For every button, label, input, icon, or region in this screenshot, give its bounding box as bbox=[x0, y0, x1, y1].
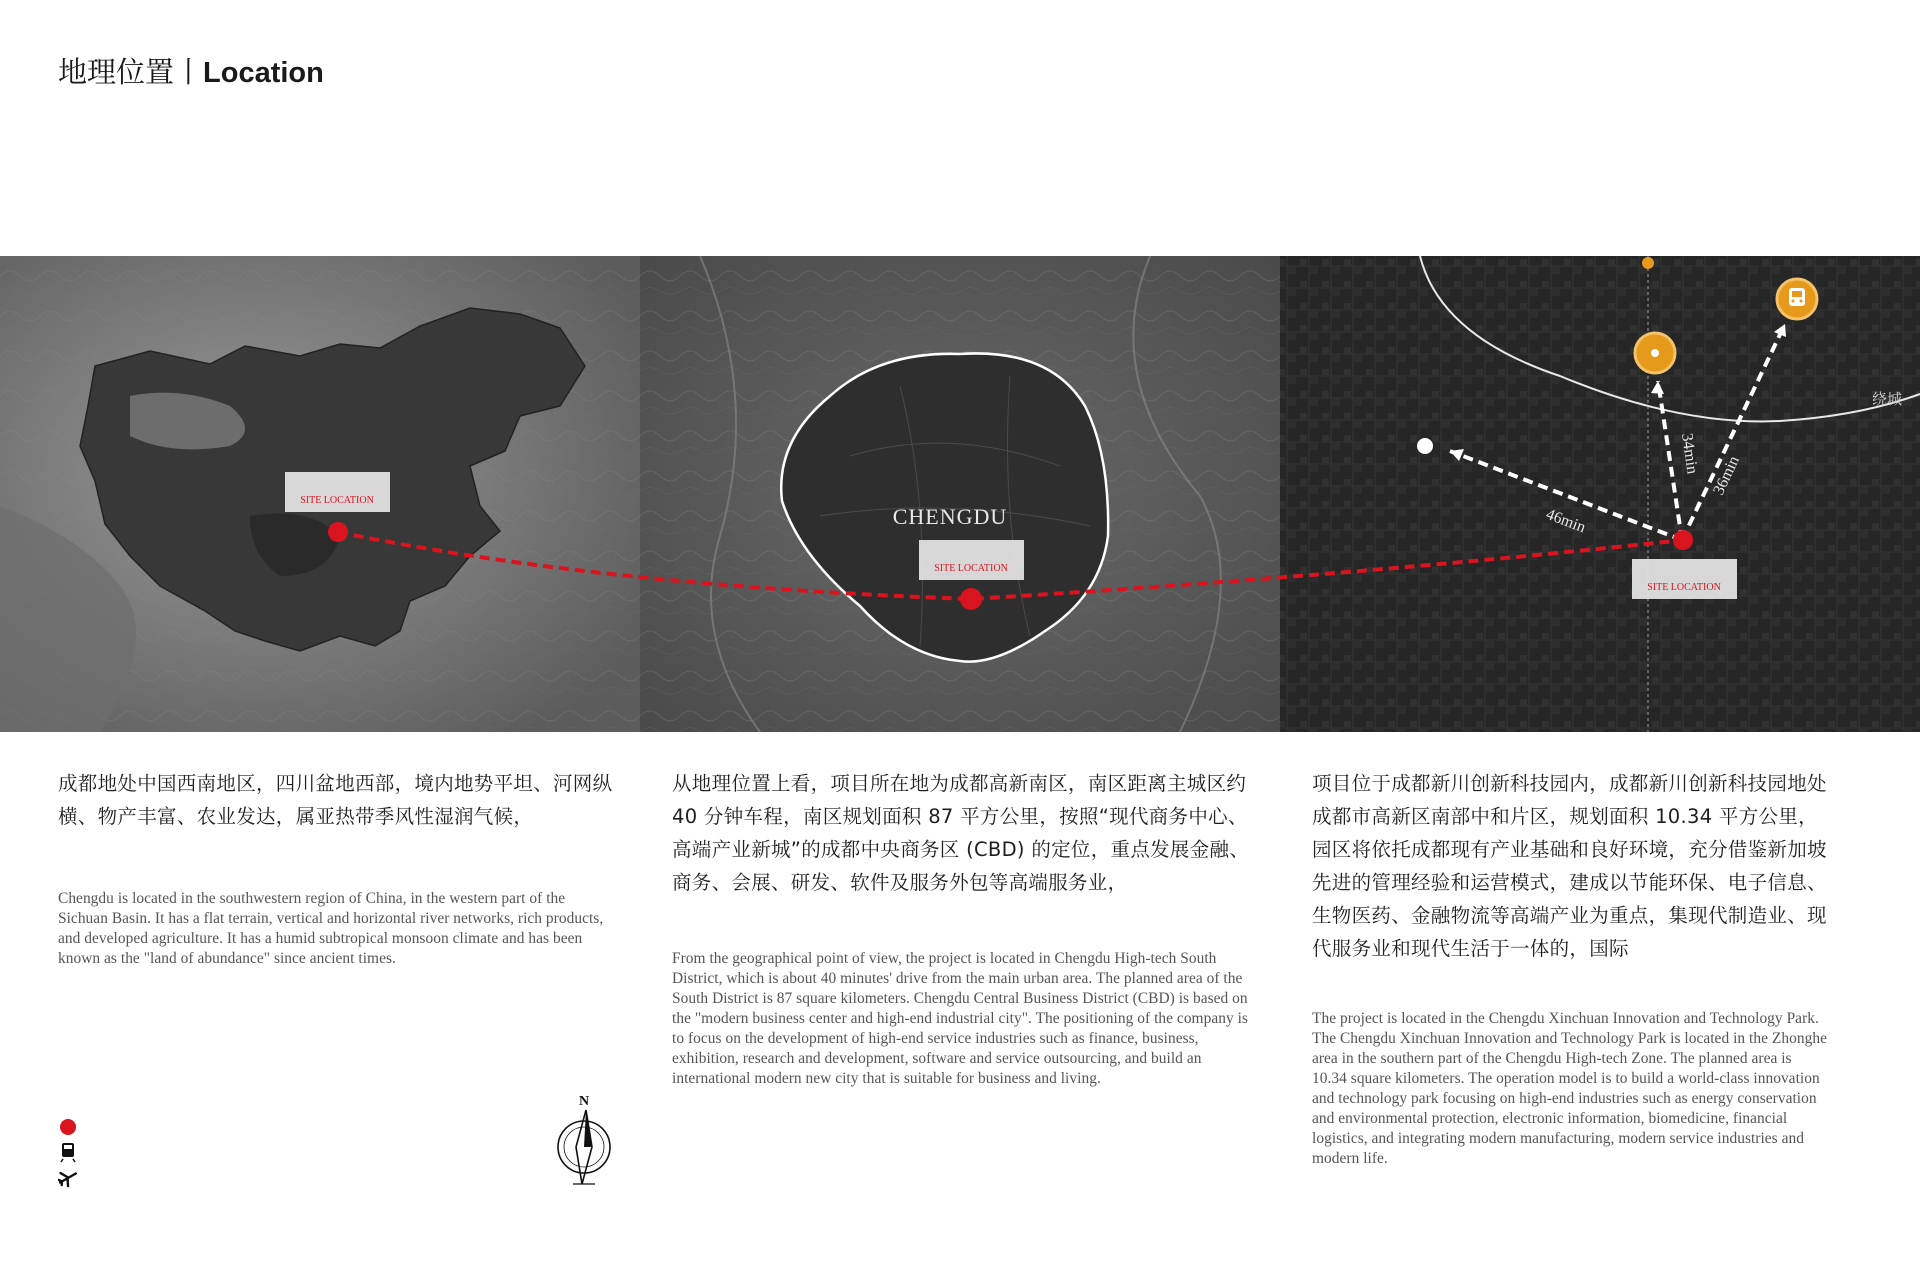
train-station-icon bbox=[1777, 279, 1817, 319]
compass-north-label: N bbox=[578, 1094, 590, 1109]
airport-point bbox=[1417, 438, 1433, 454]
route-train-time: 36min bbox=[1710, 453, 1743, 498]
route-metro-time: 34min bbox=[1678, 432, 1701, 476]
map-panel-chengdu bbox=[640, 256, 1280, 732]
title-en: Location bbox=[203, 57, 324, 89]
compass-rose bbox=[552, 1088, 622, 1192]
airplane-icon bbox=[58, 1167, 79, 1189]
metro-dot-icon bbox=[1642, 257, 1654, 269]
column-1-en: Chengdu is located in the southwestern region of China, in the western part of the Sichuan Basin. It has a flat terrain, vertical and horizontal river networks, rich products, and developed agriculture. It has a humid subtropical monsoon climate and has been known as the "land of abundance" since ancient times. bbox=[58, 890, 604, 967]
map-strip bbox=[0, 256, 1920, 732]
china-site-marker bbox=[328, 522, 348, 542]
chengdu-city-label: CHENGDU bbox=[892, 504, 1008, 529]
column-3-en: The project is located in the Chengdu Xinchuan Innovation and Technology Park. The Chengdu Xinchuan Innovation and Technology Park is located in the Zhonghe area in the southern part of the Chengdu High-tech Zone. The planned area is 10.34 square kilometers. The operation model is to build a world-class innovation and technology park focusing on high-end industries such as energy conservation and environmental protection, electronic information, biomedicine, financial logistics, and integrating modern manufacturing, modern service industries and modern life. bbox=[1312, 1010, 1827, 1167]
satellite-site-label: SITE LOCATION bbox=[1647, 582, 1721, 593]
map-panel-satellite bbox=[1280, 256, 1920, 732]
chengdu-site-label: SITE LOCATION bbox=[934, 563, 1008, 574]
site-dot-icon bbox=[60, 1119, 76, 1135]
column-3-zh: 项目位于成都新川创新科技园内，成都新川创新科技园地处成都市高新区南部中和片区，规划面积 10.34 平方公里，园区将依托成都现有产业基础和良好环境，充分借鉴新加坡先进的管理经验和运营模式，建成以节能环保、电子信息、生物医药、金融物流等高端产业为重点，集现代制造业、现代服务业和现代生活于一体的，国际 bbox=[1312, 772, 1827, 960]
column-2-en: From the geographical point of view, the project is located in Chengdu High-tech South District, which is about 40 minutes' drive from the main urban area. The planned area of the South District is 87 square kilometers. Chengdu Central Business District (CBD) is based on the "modern business center and high-end industrial city". The positioning of the company is to focus on the development of high-end service industries such as finance, business, exhibition, research and development, software and service outsourcing, and build an international modern new city that is suitable for business and living. bbox=[672, 950, 1248, 1087]
train-icon bbox=[61, 1143, 75, 1162]
route-airport-time: 46min bbox=[1543, 505, 1588, 537]
column-2-zh: 从地理位置上看，项目所在地为成都高新南区，南区距离主城区约 40 分钟车程，南区规划面积 87 平方公里，按照“现代商务中心、高端产业新城”的成都中央商务区 (CBD) 的定位，重点发展金融、商务、会展、研发、软件及服务外包等高端服务业， bbox=[672, 772, 1250, 894]
title-zh: 地理位置 bbox=[58, 55, 175, 89]
satellite-site-marker bbox=[1673, 530, 1693, 550]
china-site-label: SITE LOCATION bbox=[300, 495, 374, 506]
map-panel-china bbox=[0, 256, 640, 732]
map-legend bbox=[58, 1118, 82, 1196]
ring-road-label: 绕城 bbox=[1872, 390, 1903, 408]
title-separator: 丨 bbox=[174, 55, 204, 89]
column-1-zh: 成都地处中国西南地区，四川盆地西部，境内地势平坦、河网纵横、物产丰富、农业发达，属亚热带季风性湿润气候， bbox=[58, 772, 613, 828]
page-title bbox=[58, 50, 324, 91]
chengdu-site-marker bbox=[960, 588, 982, 610]
